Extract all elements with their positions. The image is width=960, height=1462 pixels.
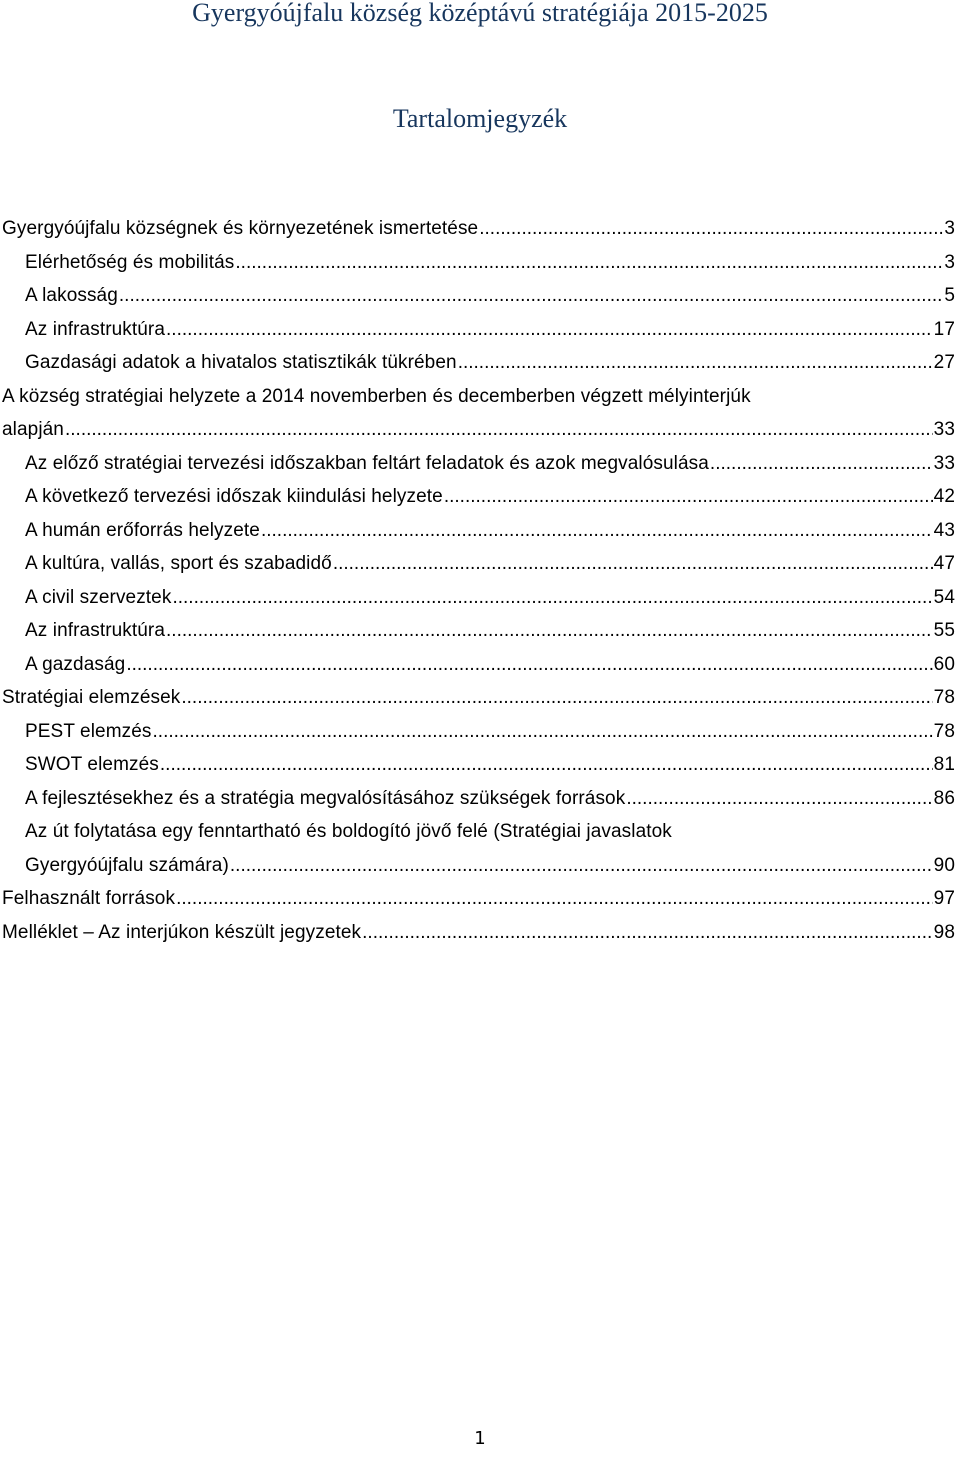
toc-entry-title: A fejlesztésekhez és a stratégia megvalósításához szükségek források [25, 787, 626, 809]
toc-leader [458, 346, 933, 380]
toc-entry-title-line1: A község stratégiai helyzete a 2014 novemberben és decemberben végzett mélyinterjúk [2, 385, 751, 407]
toc-entry[interactable] [0, 246, 960, 280]
toc-entry-page: 97 [933, 888, 955, 909]
toc-entry[interactable] [0, 614, 960, 648]
toc-title: Tartalomjegyzék [392, 104, 568, 133]
toc-entry-title: Az infrastruktúra [25, 318, 166, 340]
toc-entry-title: Az előző stratégiai tervezési időszakban feltárt feladatok és azok megvalósulása [25, 452, 709, 474]
toc-entry[interactable] [0, 313, 960, 347]
toc-leader [181, 681, 932, 715]
toc-entry-title: Gyergyóújfalu számára) [25, 854, 229, 876]
toc-entry-title: A civil szerveztek [25, 586, 172, 608]
toc-entry-page: 17 [933, 318, 955, 340]
toc-entry[interactable] [0, 882, 960, 916]
table-of-contents [0, 212, 960, 949]
toc-entry-title: Elérhetőség és mobilitás [25, 251, 235, 273]
toc-entry[interactable] [0, 648, 960, 682]
toc-entry-page: 47 [933, 553, 955, 574]
toc-entry-page: 33 [933, 452, 955, 474]
toc-entry-page: 78 [933, 687, 955, 708]
toc-entry-title-line1: Az út folytatása egy fenntartható és boldogító jövő felé (Stratégiai javaslatok [25, 821, 672, 842]
toc-leader [362, 916, 933, 950]
toc-entry-page: 81 [933, 754, 955, 775]
toc-entry-title: Gyergyóújfalu községnek és környezetének ismertetése [2, 218, 479, 239]
toc-entry[interactable] [0, 279, 960, 313]
toc-leader [710, 447, 933, 481]
toc-entry[interactable] [0, 447, 960, 481]
toc-entry-page: 27 [933, 352, 955, 373]
toc-entry-title: A kultúra, vallás, sport és szabadidő [25, 553, 332, 574]
document-header: Gyergyóújfalu község középtávú stratégiája 2015-2025 [192, 0, 768, 27]
toc-entry-title: Gazdasági adatok a hivatalos statisztikák tükrében [25, 352, 457, 373]
toc-leader [230, 849, 933, 883]
toc-entry-title: A gazdaság [25, 653, 126, 675]
toc-entry-page: 5 [944, 285, 955, 306]
toc-leader [172, 581, 932, 615]
toc-leader [626, 782, 932, 816]
toc-entry[interactable] [0, 681, 960, 715]
toc-entry-title: alapján [2, 419, 64, 440]
toc-entry-page: 86 [933, 787, 955, 809]
toc-entry[interactable] [0, 212, 960, 246]
toc-entry-title: A következő tervezési időszak kiindulási helyzete [25, 486, 443, 507]
toc-entry-title: SWOT elemzés [25, 754, 159, 775]
toc-entry-page: 3 [944, 251, 955, 273]
toc-entry-page: 54 [933, 586, 955, 608]
toc-entry-title: PEST elemzés [25, 720, 152, 742]
toc-entry-page: 43 [933, 519, 955, 541]
toc-entry-page: 90 [933, 854, 955, 876]
toc-leader [333, 547, 933, 581]
toc-entry[interactable] [0, 413, 960, 447]
toc-entry-page: 3 [944, 218, 955, 239]
toc-leader [160, 748, 933, 782]
toc-leader [65, 413, 933, 447]
toc-entry[interactable] [0, 480, 960, 514]
toc-leader [235, 246, 943, 280]
toc-entry-page: 98 [933, 921, 955, 943]
toc-entry[interactable] [0, 715, 960, 749]
toc-leader [153, 715, 933, 749]
toc-entry[interactable] [0, 581, 960, 615]
toc-entry-title: A humán erőforrás helyzete [25, 519, 260, 541]
toc-entry-line[interactable] [0, 380, 960, 414]
toc-entry[interactable] [0, 916, 960, 950]
toc-leader [261, 514, 933, 548]
toc-entry-title: Felhasznált források [2, 888, 176, 909]
toc-entry-title: A lakosság [25, 285, 118, 306]
page-number: 1 [474, 1428, 486, 1449]
toc-leader [479, 212, 943, 246]
toc-leader [166, 313, 933, 347]
toc-entry-page: 55 [933, 620, 955, 641]
toc-entry[interactable] [0, 849, 960, 883]
toc-leader [444, 480, 933, 514]
toc-entry-title: Melléklet – Az interjúkon készült jegyzetek [2, 921, 362, 943]
toc-entry-title: Stratégiai elemzések [2, 687, 181, 708]
toc-leader [166, 614, 933, 648]
toc-entry-page: 78 [933, 720, 955, 742]
toc-leader [176, 882, 933, 916]
toc-entry-line[interactable] [0, 815, 960, 849]
toc-entry[interactable] [0, 547, 960, 581]
toc-entry-page: 42 [933, 486, 955, 507]
toc-entry-page: 60 [933, 653, 955, 675]
toc-leader [119, 279, 943, 313]
toc-entry[interactable] [0, 782, 960, 816]
toc-entry[interactable] [0, 748, 960, 782]
toc-entry[interactable] [0, 514, 960, 548]
toc-entry[interactable] [0, 346, 960, 380]
toc-leader [126, 648, 932, 682]
toc-entry-title: Az infrastruktúra [25, 620, 166, 641]
toc-entry-page: 33 [933, 419, 955, 440]
